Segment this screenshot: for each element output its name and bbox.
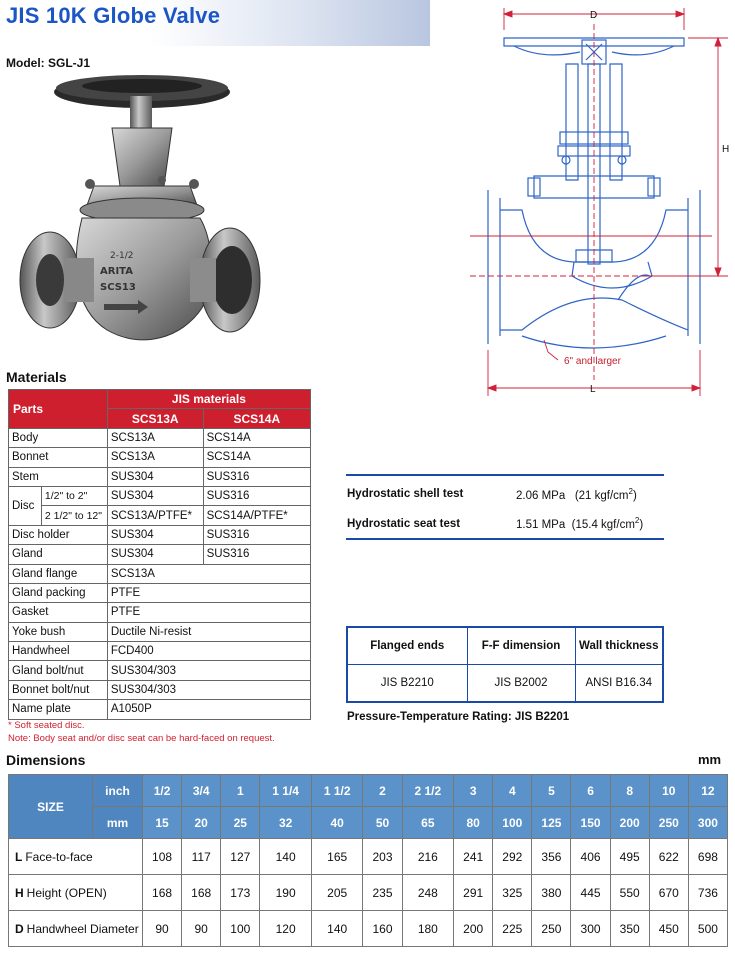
dimension-value-cell: 622 [649, 839, 688, 875]
dimension-value-cell: 241 [454, 839, 493, 875]
dimensions-unit: mm [698, 752, 722, 767]
size-mm-cell: 150 [571, 807, 610, 839]
dimension-value-cell: 90 [182, 911, 221, 947]
materials-table [8, 389, 311, 720]
dimension-value-cell: 140 [311, 911, 363, 947]
size-inch-cell: 12 [688, 775, 727, 807]
size-mm-cell: 25 [221, 807, 260, 839]
dimension-value-cell: 216 [402, 839, 454, 875]
size-inch-cell: 3 [454, 775, 493, 807]
dimension-value-cell: 380 [532, 875, 571, 911]
size-mm-cell: 200 [610, 807, 649, 839]
dimension-value-cell: 325 [493, 875, 532, 911]
shell-test-kgf: (21 kgf/cm [574, 489, 629, 502]
size-inch-cell: 5 [532, 775, 571, 807]
header-parts: Parts [9, 390, 108, 429]
dimension-label: Handwheel Diameter [26, 921, 139, 936]
seat-test-row [347, 518, 460, 530]
shell-test-label: Hydrostatic shell test [347, 488, 464, 500]
table-row [9, 911, 728, 947]
pressure-temperature-rating: Pressure-Temperature Rating: JIS B2201 [347, 711, 570, 723]
table-row: 2 1/2" to 12" SCS13A/PTFE* SCS14A/PTFE* [9, 506, 311, 525]
table-row: Gland packing PTFE [9, 583, 311, 602]
size-label: SIZE [9, 775, 93, 839]
page-title: JIS 10K Globe Valve [6, 3, 221, 28]
size-mm-cell: 100 [493, 807, 532, 839]
tests-top-rule [346, 474, 664, 476]
dimensions-title: Dimensions [6, 752, 86, 768]
size-mm-cell: 40 [311, 807, 363, 839]
size-mm-cell: 65 [402, 807, 454, 839]
valve-photo [12, 68, 262, 358]
size-inch-cell: 2 [363, 775, 402, 807]
size-mm-cell: 250 [649, 807, 688, 839]
dimension-value-cell: 140 [260, 839, 312, 875]
standards-header-row [347, 627, 663, 664]
header-scs13a: SCS13A [107, 409, 203, 428]
size-mm-cell: 125 [532, 807, 571, 839]
dimension-value-cell: 495 [610, 839, 649, 875]
size-inch-cell: 1 1/4 [260, 775, 312, 807]
dimension-value-cell: 292 [493, 839, 532, 875]
table-row: Gland flange SCS13A [9, 564, 311, 583]
size-inch-cell: 3/4 [182, 775, 221, 807]
dimension-row-label [9, 875, 143, 911]
dimension-value-cell: 180 [402, 911, 454, 947]
header-wall-thickness: Wall thickness [575, 627, 663, 664]
dimension-value-cell: 168 [143, 875, 182, 911]
size-mm-cell: 32 [260, 807, 312, 839]
photo-mark-size: 2-1/2 [110, 251, 134, 261]
dimension-value-cell: 168 [182, 875, 221, 911]
dimension-value-cell: 205 [311, 875, 363, 911]
table-row: Bonnet SCS13A SCS14A [9, 448, 311, 467]
valve-cross-section-drawing [462, 0, 732, 398]
size-inch-cell: 8 [610, 775, 649, 807]
table-row: Yoke bush Ductile Ni-resist [9, 622, 311, 641]
dimension-value-cell: 200 [454, 911, 493, 947]
dimension-value-cell: 406 [571, 839, 610, 875]
dimension-value-cell: 235 [363, 875, 402, 911]
header-scs14a: SCS14A [203, 409, 310, 428]
table-row: Name plate A1050P [9, 700, 311, 719]
size-inch-cell: 6 [571, 775, 610, 807]
size-inch-cell: 1/2 [143, 775, 182, 807]
photo-mark-material: SCS13 [100, 282, 136, 293]
materials-title: Materials [6, 369, 67, 385]
dim-l-label: L [590, 384, 596, 395]
tests-bottom-rule [346, 538, 664, 540]
dimension-value-cell: 356 [532, 839, 571, 875]
standards-table [346, 626, 664, 703]
model-label: Model: SGL-J1 [6, 56, 91, 70]
size-mm-cell: 300 [688, 807, 727, 839]
dimension-value-cell: 165 [311, 839, 363, 875]
size-inch-row [9, 775, 728, 807]
seat-test-label: Hydrostatic seat test [347, 518, 461, 530]
table-row: Handwheel FCD400 [9, 642, 311, 661]
seat-test-kgf: (15.4 kgf/cm [571, 518, 635, 531]
dimension-value-cell: 108 [143, 839, 182, 875]
dimension-value-cell: 450 [649, 911, 688, 947]
size-inch-cell: 1 1/2 [311, 775, 363, 807]
table-row: Gland bolt/nut SUS304/303 [9, 661, 311, 680]
dimension-label: Face-to-face [25, 849, 93, 864]
table-row: Stem SUS304 SUS316 [9, 467, 311, 486]
dimension-value-cell: 445 [571, 875, 610, 911]
table-row: Bonnet bolt/nut SUS304/303 [9, 680, 311, 699]
dimension-value-cell: 100 [221, 911, 260, 947]
table-row: Disc holder SUS304 SUS316 [9, 525, 311, 544]
dimension-value-cell: 248 [402, 875, 454, 911]
dimension-value-cell: 350 [610, 911, 649, 947]
table-row: Body SCS13A SCS14A [9, 428, 311, 447]
table-row: Gland SUS304 SUS316 [9, 545, 311, 564]
dimension-value-cell: 203 [363, 839, 402, 875]
dim-h-label: H [722, 144, 730, 155]
standards-value-row: JIS B2210 JIS B2002 ANSI B16.34 [347, 664, 663, 702]
shell-test-value-group: 2.06 MPa (21 kgf/$cm^2$) [516, 487, 637, 502]
dimension-code: H [15, 885, 24, 900]
dimension-value-cell: 300 [571, 911, 610, 947]
mm-label: mm [93, 807, 143, 839]
dimension-row-label [9, 839, 143, 875]
seat-test-value: 1.51 MPa [516, 518, 566, 531]
dimension-value-cell: 120 [260, 911, 312, 947]
dimension-value-cell: 173 [221, 875, 260, 911]
dimension-value-cell: 127 [221, 839, 260, 875]
dimension-label: Height (OPEN) [26, 885, 107, 900]
dimension-code: D [15, 921, 24, 936]
dim-d-label: D [590, 10, 598, 21]
size-mm-cell: 20 [182, 807, 221, 839]
shell-test-row [347, 488, 463, 500]
size-mm-cell: 50 [363, 807, 402, 839]
materials-header-row [9, 390, 311, 409]
dimension-value-cell: 250 [532, 911, 571, 947]
header-flanged-ends: Flanged ends [347, 627, 467, 664]
table-row [9, 875, 728, 911]
header-jis-materials: JIS materials [107, 390, 310, 409]
size-inch-cell: 2 1/2 [402, 775, 454, 807]
dimension-row-label [9, 911, 143, 947]
dimension-code: L [15, 849, 23, 864]
table-row: Disc 1/2" to 2" SUS304 SUS316 [9, 486, 311, 505]
shell-test-value: 2.06 MPa [516, 489, 566, 502]
dimension-value-cell: 225 [493, 911, 532, 947]
seat-test-value-group: 1.51 MPa (15.4 kgf/$cm^2$) [516, 516, 644, 531]
dimension-value-cell: 736 [688, 875, 727, 911]
photo-mark-brand: ARITA [100, 266, 133, 277]
size-mm-row [9, 807, 728, 839]
dimension-value-cell: 90 [143, 911, 182, 947]
table-row: Gasket PTFE [9, 603, 311, 622]
dimension-value-cell: 670 [649, 875, 688, 911]
size-mm-cell: 15 [143, 807, 182, 839]
dimension-value-cell: 190 [260, 875, 312, 911]
dimension-value-cell: 500 [688, 911, 727, 947]
dimension-value-cell: 550 [610, 875, 649, 911]
dimension-value-cell: 117 [182, 839, 221, 875]
soft-seat-note: * Soft seated disc. [8, 720, 85, 731]
size-inch-cell: 1 [221, 775, 260, 807]
dimension-value-cell: 291 [454, 875, 493, 911]
size-inch-cell: 10 [649, 775, 688, 807]
size-inch-cell: 4 [493, 775, 532, 807]
dimension-value-cell: 698 [688, 839, 727, 875]
drawing-note: 6" and larger [564, 356, 621, 367]
inch-label: inch [93, 775, 143, 807]
dimensions-table [8, 774, 728, 947]
dimension-value-cell: 160 [363, 911, 402, 947]
header-ff-dimension: F-F dimension [467, 627, 575, 664]
hard-face-note: Note: Body seat and/or disc seat can be hard-faced on request. [8, 733, 275, 744]
table-row [9, 839, 728, 875]
size-mm-cell: 80 [454, 807, 493, 839]
